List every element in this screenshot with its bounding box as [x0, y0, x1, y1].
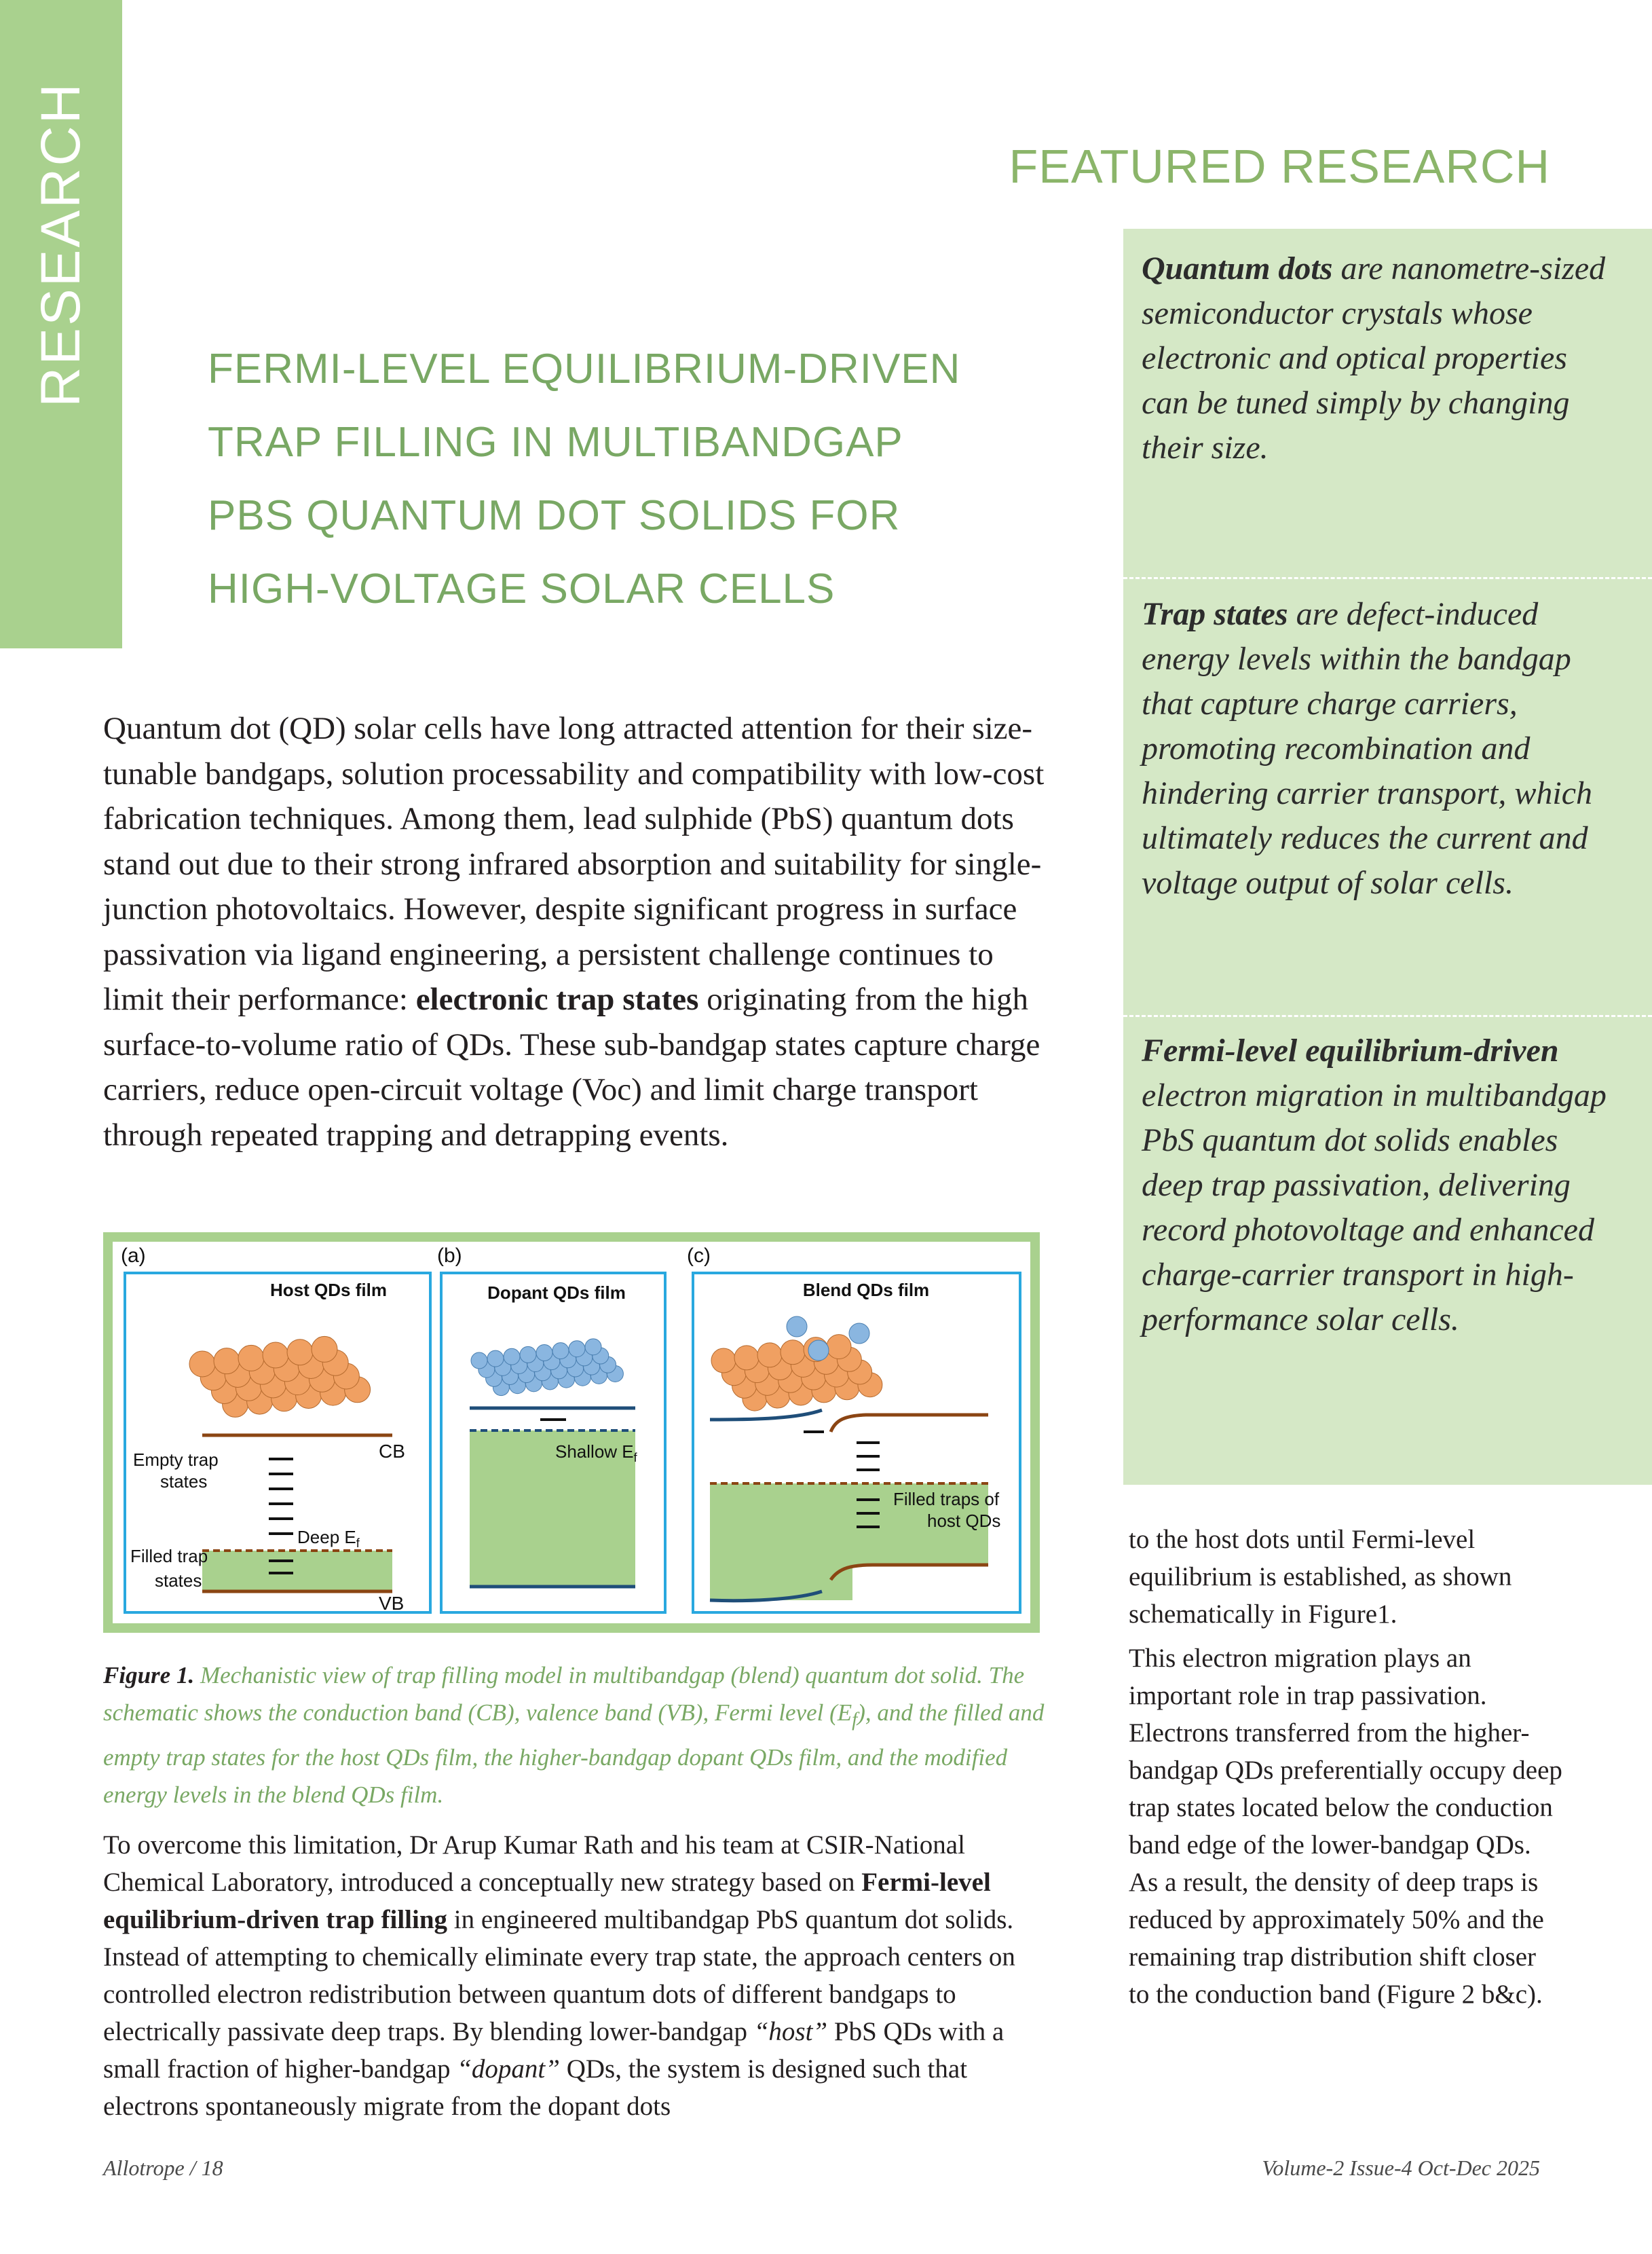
- figure-schematic: [113, 1242, 1030, 1623]
- panel-b-letter: (b): [437, 1244, 462, 1267]
- title-line: HIGH-VOLTAGE SOLAR CELLS: [208, 566, 836, 612]
- title-line: PBS QUANTUM DOT SOLIDS FOR: [208, 492, 901, 539]
- intro-text: originating from the high surface-to-volume ratio of QDs. These sub-bandgap states capture charge carriers, reduce open-circuit voltage (Voc) and limit charge transport through repeated trapping and detrapping events.: [103, 982, 1040, 1153]
- host-quantum-dot: [711, 1348, 736, 1373]
- dopant-quantum-dot: [552, 1343, 569, 1359]
- filled-trap-label: states: [155, 1570, 202, 1591]
- host-qd-cluster: [189, 1336, 371, 1417]
- filled-band-a: [202, 1551, 392, 1591]
- body-paragraph: This electron migration plays an important role in trap passivation. Electrons transferred from the higher-bandgap QDs preferentially occupy deep trap states located below the conduction band edge of the lower-bandgap QDs. As a result, the density of deep traps is reduced by approximately 50% and the remaining trap distribution shift closer to the conduction band (Figure 2 b&c).: [1129, 1644, 1562, 2009]
- section-tab-label: RESEARCH: [30, 81, 92, 407]
- title-line: TRAP FILLING IN MULTIBANDGAP: [208, 419, 903, 466]
- figure-1: [103, 1232, 1040, 1633]
- sidebar-definition-fermi-level: [1142, 1029, 1617, 1342]
- host-quantum-dot: [757, 1343, 782, 1367]
- panel-b-title: Dopant QDs film: [487, 1282, 626, 1303]
- body-paragraph: to the host dots until Fermi-level equilibrium is established, as shown schematically in Figure1.: [1129, 1525, 1512, 1629]
- cb-curve-blend-dopant: [710, 1410, 822, 1420]
- deep-ef-text: Deep E: [297, 1527, 356, 1547]
- sidebar-definition-trap-states: [1142, 592, 1617, 906]
- fermi-subscript: f: [633, 1451, 637, 1464]
- caption-label: Figure 1.: [103, 1662, 195, 1688]
- panel-a-letter: (a): [121, 1244, 146, 1267]
- host-quantum-dot: [312, 1336, 337, 1362]
- intro-bold-term: electronic trap states: [415, 982, 699, 1017]
- section-heading: FEATURED RESEARCH: [1009, 140, 1550, 193]
- body-text: PbS QDs with a small fraction of higher-bandgap: [103, 2017, 1005, 2084]
- host-quantum-dot: [238, 1345, 264, 1371]
- host-quantum-dot: [263, 1342, 288, 1368]
- intro-paragraph: [103, 706, 1047, 1158]
- fermi-subscript: f: [356, 1536, 360, 1550]
- panel-a-title: Host QDs film: [270, 1280, 387, 1300]
- body-text: To overcome this limitation, Dr Arup Kumar Rath and his team at CSIR-National Chemical Laboratory, introduced a conceptually new strategy based on: [103, 1830, 965, 1897]
- dopant-quantum-dot: [536, 1344, 552, 1361]
- dopant-term: “dopant”: [457, 2054, 560, 2084]
- host-quantum-dot: [734, 1346, 759, 1370]
- sidebar-term: Fermi-level equilibrium-driven: [1142, 1033, 1559, 1069]
- dopant-qd-cluster: [471, 1339, 623, 1396]
- sidebar-term: Quantum dots: [1142, 251, 1333, 287]
- caption-subscript: f: [852, 1709, 858, 1731]
- empty-trap-label: states: [160, 1471, 208, 1492]
- body-bold-term: Fermi-level equilibrium-driven trap filling: [103, 1868, 991, 1934]
- filled-host-trap-label: Filled traps of: [893, 1489, 1000, 1509]
- deep-ef-label: [297, 1527, 360, 1550]
- host-quantum-dot: [781, 1340, 805, 1365]
- figure-canvas: [113, 1242, 1030, 1623]
- cb-curve-blend-host: [831, 1415, 988, 1432]
- sidebar-text: electron migration in multibandgap PbS quantum dot solids enables deep trap passivation, delivering record photovoltage and enhanced charge-carrier transport in high-performance solar cells.: [1142, 1077, 1607, 1337]
- section-tab: [0, 0, 122, 648]
- panel-c-letter: (c): [687, 1244, 711, 1267]
- vb-label: VB: [379, 1593, 405, 1614]
- blend-qd-cluster: [711, 1316, 882, 1411]
- body-paragraph: [103, 1826, 1053, 2125]
- sidebar-text: are nanometre-sized semiconductor crystals whose electronic and optical properties can be tuned simply by changing their size.: [1142, 251, 1606, 466]
- sidebar-text: are defect-induced energy levels within the bandgap that capture charge carriers, promoting recombination and hindering carrier transport, which ultimately reduces the current and voltage output of solar cells.: [1142, 596, 1593, 901]
- shallow-ef-label: [555, 1441, 638, 1464]
- sidebar-divider: [1123, 1015, 1652, 1017]
- dopant-quantum-dot: [569, 1341, 585, 1357]
- dopant-quantum-dot: [808, 1340, 829, 1361]
- dopant-quantum-dot: [487, 1350, 504, 1367]
- host-quantum-dot: [189, 1351, 215, 1377]
- dopant-quantum-dot: [585, 1339, 601, 1355]
- title-line: FERMI-LEVEL EQUILIBRIUM-DRIVEN: [208, 346, 961, 392]
- intro-text: Quantum dot (QD) solar cells have long attracted attention for their size-tunable bandgaps, solution processability and compatibility with low-cost fabrication techniques. Among them, lead sulphide (PbS) quantum dots stand out due to their strong infrared absorption and suitability for single-junction photovoltaics. However, despite significant progress in surface passivation via ligand engineering, a persistent challenge continues to limit their performance:: [103, 711, 1045, 1017]
- sidebar-definition-quantum-dots: [1142, 246, 1617, 470]
- shallow-ef-text: Shallow E: [555, 1441, 634, 1462]
- caption-text: Mechanistic view of trap filling model in multibandgap (blend) quantum dot solid. The schematic shows the conduction band (CB), valence band (VB), Fermi level (E: [103, 1662, 1025, 1726]
- cb-label: CB: [379, 1441, 405, 1462]
- footer-page-label: Allotrope / 18: [103, 2156, 223, 2180]
- host-term: “host”: [753, 2017, 828, 2046]
- host-quantum-dot: [827, 1335, 851, 1359]
- sidebar-panel: [1123, 229, 1652, 1485]
- filled-band-c-left: [710, 1483, 852, 1600]
- host-quantum-dot: [287, 1340, 313, 1365]
- sidebar-term: Trap states: [1142, 596, 1288, 632]
- panel-c-title: Blend QDs film: [802, 1280, 930, 1300]
- vb-curve-blend-host: [831, 1565, 988, 1580]
- caption-text: ), and the filled and empty trap states for the host QDs film, the higher-bandgap dopant QDs film, and the modified energy levels in the blend QDs film.: [103, 1699, 1045, 1808]
- dopant-quantum-dot: [849, 1323, 869, 1344]
- dopant-quantum-dot: [787, 1316, 807, 1337]
- body-text: QDs, the system is designed such that electrons spontaneously migrate from the dopant dots: [103, 2054, 968, 2121]
- right-column-text: [1129, 1521, 1563, 2020]
- body-text: in engineered multibandgap PbS quantum dot solids. Instead of attempting to chemically eliminate every trap state, the approach centers on controlled electron redistribution between quantum dots of different bandgaps to electrically passivate deep traps. By blending lower-bandgap: [103, 1905, 1015, 2046]
- dopant-quantum-dot: [504, 1348, 520, 1365]
- empty-trap-levels: [269, 1459, 293, 1534]
- figure-caption: [103, 1657, 1053, 1813]
- dopant-quantum-dot: [520, 1346, 536, 1363]
- footer-issue-label: Volume-2 Issue-4 Oct-Dec 2025: [1262, 2156, 1540, 2180]
- host-quantum-dot: [214, 1348, 240, 1374]
- article-title: [208, 333, 1063, 626]
- sidebar-divider: [1123, 577, 1652, 579]
- dopant-quantum-dot: [471, 1352, 487, 1369]
- empty-trap-label: Empty trap: [133, 1449, 219, 1470]
- filled-trap-label: Filled trap: [130, 1546, 208, 1566]
- filled-host-trap-label: host QDs: [927, 1511, 1001, 1531]
